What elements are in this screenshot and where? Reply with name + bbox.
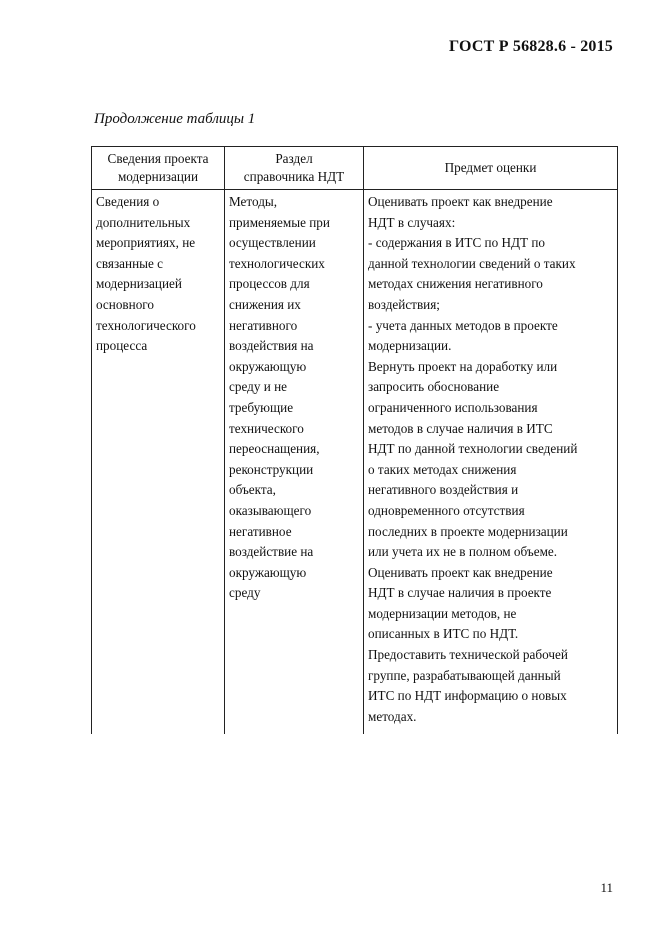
cell-text-line: снижения их	[229, 296, 301, 312]
cell-text-line: реконструкции	[229, 461, 314, 477]
cell-text-line: негативного	[229, 317, 298, 333]
cell-text-line: Оценивать проект как внедрение	[368, 564, 553, 580]
cell-text-line: процессов для	[229, 276, 310, 292]
cell-text-line: описанных в ИТС по НДТ.	[368, 626, 519, 642]
cell-text-line: Методы,	[229, 194, 278, 209]
cell-text-line: оказывающего	[229, 502, 312, 518]
cell-text-line: основного	[96, 296, 154, 312]
cell-text-line: одновременного отсутствия	[368, 502, 525, 518]
header-row	[92, 147, 618, 190]
cell-text-line: окружающую	[229, 564, 307, 580]
cell-text-line: среду	[229, 585, 261, 601]
cell-text-line: данной технологии сведений о таких	[368, 255, 576, 271]
header-cell-project-info	[92, 147, 225, 190]
cell-text-line: запросить обоснование	[368, 379, 500, 395]
cell-text-line: последних в проекте модернизации	[368, 523, 568, 539]
table-caption: Продолжение таблицы 1	[94, 111, 256, 127]
cell-text-line: Оценивать проект как внедрение	[368, 194, 553, 209]
cell-text-line: группе, разрабатывающей данный	[368, 667, 561, 683]
cell-text-line: Сведения о	[96, 194, 160, 209]
cell-text-line: НДТ по данной технологии сведений	[368, 441, 578, 457]
cell-text-line: о таких методах снижения	[368, 461, 517, 477]
cell-text-line: окружающую	[229, 358, 307, 374]
cell-project-info	[92, 190, 225, 735]
cell-text-line: технологического	[96, 317, 196, 333]
cell-text-line: среду и не	[229, 379, 287, 395]
cell-text-line: негативное	[229, 523, 292, 539]
cell-text-line: объекта,	[229, 482, 276, 498]
cell-text-line: требующие	[229, 399, 294, 415]
cell-text-line: модернизации методов, не	[368, 605, 517, 621]
cell-text-line: Предоставить технической рабочей	[368, 647, 568, 663]
cell-text-line: технического	[229, 420, 304, 436]
standard-code: ГОСТ Р 56828.6 - 2015	[449, 38, 613, 55]
header-cell-assessment-subject	[364, 147, 618, 190]
cell-text-line: Раздел	[275, 151, 313, 166]
cell-text-line: дополнительных	[96, 214, 191, 230]
cell-text-line: НДТ в случае наличия в проекте	[368, 585, 552, 601]
cell-text-line: Сведения проекта	[107, 151, 209, 166]
cell-text-line: модернизацией	[96, 276, 182, 292]
page-number: 11	[600, 880, 613, 895]
cell-text-line: справочника НДТ	[243, 169, 345, 184]
cell-text-line: воздействие на	[229, 544, 314, 560]
cell-text-line: модернизации.	[368, 338, 452, 354]
cell-text-line: или учета их не в полном объеме.	[368, 544, 558, 560]
cell-text-line: Вернуть проект на доработку или	[368, 358, 558, 374]
cell-text-line: методов в случае наличия в ИТС	[368, 420, 553, 436]
cell-text-line: методах.	[368, 708, 417, 724]
cell-text-line: мероприятиях, не	[96, 235, 196, 251]
cell-text-line: ограниченного использования	[368, 399, 538, 415]
cell-text-line: модернизации	[117, 169, 199, 184]
cell-assessment-subject	[364, 190, 618, 735]
cell-text-line: технологических	[229, 255, 325, 271]
cell-text-line: воздействия на	[229, 338, 314, 354]
assessment-table	[91, 146, 618, 734]
cell-ndt-section	[225, 190, 364, 735]
cell-text-line: НДТ в случаях:	[368, 214, 456, 230]
cell-text-line: методах снижения негативного	[368, 276, 543, 292]
cell-text-line: процесса	[96, 338, 148, 354]
cell-text-line: осуществлении	[229, 235, 316, 251]
table-row	[92, 190, 618, 735]
cell-text-line: ИТС по НДТ информацию о новых	[368, 688, 567, 704]
cell-text-line: воздействия;	[368, 296, 440, 312]
cell-text-line: применяемые при	[229, 214, 330, 230]
cell-text-line: - учета данных методов в проекте	[368, 317, 558, 333]
cell-text-line: - содержания в ИТС по НДТ по	[368, 235, 546, 251]
cell-text-line: связанные с	[96, 255, 164, 271]
header-cell-ndt-section	[225, 147, 364, 190]
cell-text-line: негативного воздействия и	[368, 482, 519, 498]
cell-text-line: Предмет оценки	[444, 160, 537, 175]
table-header	[92, 147, 618, 190]
cell-text-line: переоснащения,	[229, 441, 320, 457]
